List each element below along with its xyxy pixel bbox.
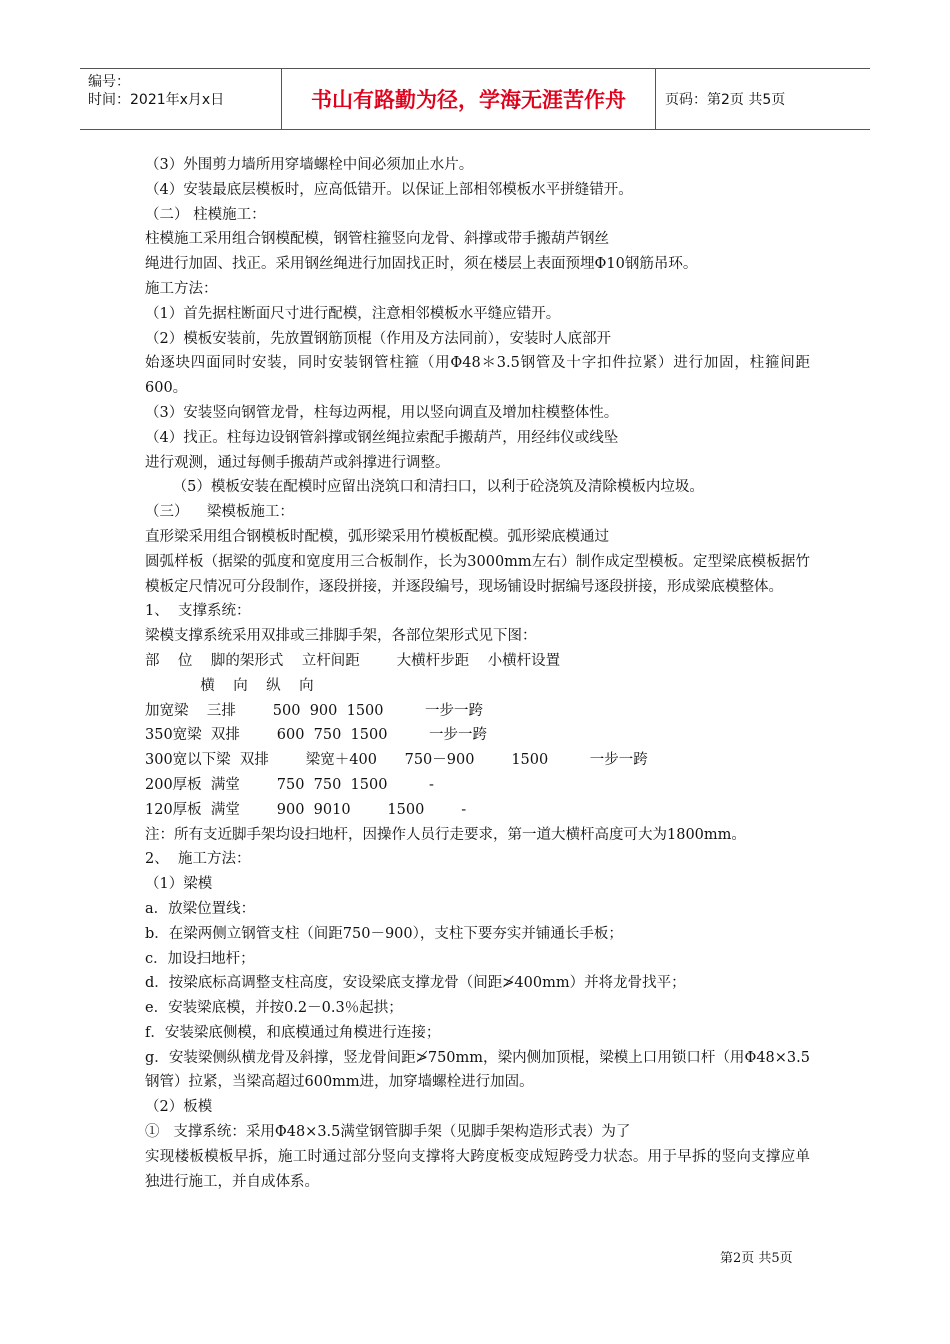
paragraph-line: （4）找正。柱每边设钢管斜撑或钢丝绳拉索配手搬葫芦，用经纬仪或线坠 (145, 429, 619, 446)
document-number-label: 编号： (88, 74, 130, 90)
list-item: f．安装梁底侧模，和底模通过角模进行连接； (145, 1024, 441, 1041)
paragraph-line: 直形梁采用组合钢模板时配模，弧形梁采用竹模板配模。弧形梁底模通过 (145, 528, 609, 545)
note-line: 注：所有支近脚手架均设扫地杆，因操作人员行走要求，第一道大横杆高度可大为1800mm。 (145, 826, 746, 843)
paragraph-line: （3）外围剪力墙所用穿墙螺栓中间必须加止水片。 (145, 157, 474, 173)
page-footer: 第2页 共5页 (720, 1251, 793, 1266)
scaffold-table-row: 加宽梁 三排 500 900 1500 一步一跨 (145, 702, 483, 719)
list-item: c．加设扫地杆； (145, 950, 255, 967)
paragraph-line: （1）梁模 (145, 876, 213, 893)
list-item: b．在梁两侧立钢管支柱（间距750－900），支柱下要夯实并铺通长手板； (145, 925, 623, 942)
paragraph-line: （3）安装竖向钢管龙骨，柱每边两棍，用以竖向调直及增加柱模整体性。 (145, 404, 619, 421)
paragraph-line: ① 支撑系统：采用Φ48×3.5满堂钢管脚手架（见脚手架构造形式表）为了 (145, 1124, 631, 1141)
header-meta (80, 69, 282, 129)
paragraph-line: 实现楼板模板早拆，施工时通过部分竖向支撑将大跨度板变成短跨受力状态。用于早拆的竖向支撑应单独进行施工，并自成体系。 (145, 1148, 810, 1190)
header-motto: 书山有路勤为径，学海无涯苦作舟 (282, 69, 656, 129)
list-item: d．按梁底标高调整支柱高度，安设梁底支撑龙骨（间距≯400mm）并将龙骨找平； (145, 975, 686, 992)
paragraph-line: 柱模施工采用组合钢模配模，钢管柱箍竖向龙骨、斜撑或带手搬葫芦钢丝 (145, 231, 609, 248)
paragraph-line: 梁模支撑系统采用双排或三排脚手架，各部位架形式见下图： (145, 628, 537, 645)
subsection-heading: 2、 施工方法： (145, 851, 251, 868)
subsection-heading: 1、 支撑系统： (145, 603, 251, 620)
scaffold-table-row: 300宽以下梁 双排 梁宽＋400 750－900 1500 一步一跨 (145, 752, 648, 769)
header-page-number: 页码：第2页 共5页 (665, 92, 786, 108)
scaffold-table-row: 120厚板 满堂 900 9010 1500 - (145, 801, 467, 818)
scaffold-table-row: 200厚板 满堂 750 750 1500 - (145, 776, 434, 793)
paragraph-line: 始逐块四面同时安装，同时安装钢管柱箍（用Φ48＊3.5钢管及十字扣件拉紧）进行加固，柱箍间距600。 (145, 355, 810, 397)
paragraph-line: （1）首先据柱断面尺寸进行配模，注意相邻模板水平缝应错开。 (145, 305, 561, 322)
list-item: a．放梁位置线： (145, 900, 256, 917)
scaffold-table-header: 部 位 脚的架形式 立杆间距 大横杆步距 小横杆设置 (145, 652, 561, 669)
document-date-label: 时间：2021年x月x日 (88, 92, 225, 108)
page-header (80, 68, 870, 130)
list-item: g．安装梁侧纵横龙骨及斜撑，竖龙骨间距≯750mm，梁内侧加顶棍，梁模上口用锁口杆（用Φ48×3.5钢管）拉紧，当梁高超过600mm进，加穿墙螺栓进行加固。 (145, 1049, 810, 1091)
paragraph-line: （4）安装最底层模板时，应高低错开。以保证上部相邻模板水平拼缝错开。 (145, 181, 633, 198)
scaffold-table-row: 350宽梁 双排 600 750 1500 一步一跨 (145, 727, 487, 744)
paragraph-line: 绳进行加固、找正。采用钢丝绳进行加固找正时，须在楼层上表面预埋Φ10钢筋吊环。 (145, 256, 698, 273)
section-heading: （二） 柱模施工： (145, 206, 266, 223)
paragraph-line: （2）模板安装前，先放置钢筋顶棍（作用及方法同前），安装时人底部开 (145, 330, 611, 347)
paragraph-line: 施工方法： (145, 280, 218, 297)
paragraph-line: （2）板模 (145, 1099, 213, 1116)
document-body (145, 153, 810, 1194)
scaffold-table-subheader: 横 向 纵 向 (145, 677, 314, 694)
paragraph-line: 进行观测，通过每侧手搬葫芦或斜撑进行调整。 (145, 454, 450, 471)
list-item: e．安装梁底模，并按0.2－0.3％起拱； (145, 1000, 403, 1017)
section-heading: （三） 梁模板施工： (145, 504, 294, 521)
paragraph-line: （5）模板安装在配模时应留出浇筑口和清扫口，以利于砼浇筑及清除模板内垃圾。 (145, 479, 704, 496)
paragraph-line: 圆弧样板（据梁的弧度和宽度用三合板制作，长为3000mm左右）制作成定型模板。定型梁底模板据竹模板定尺情况可分段制作，逐段拼接，并逐段编号，现场铺设时据编号逐段拼接，形成梁底模整体。 (145, 553, 810, 595)
